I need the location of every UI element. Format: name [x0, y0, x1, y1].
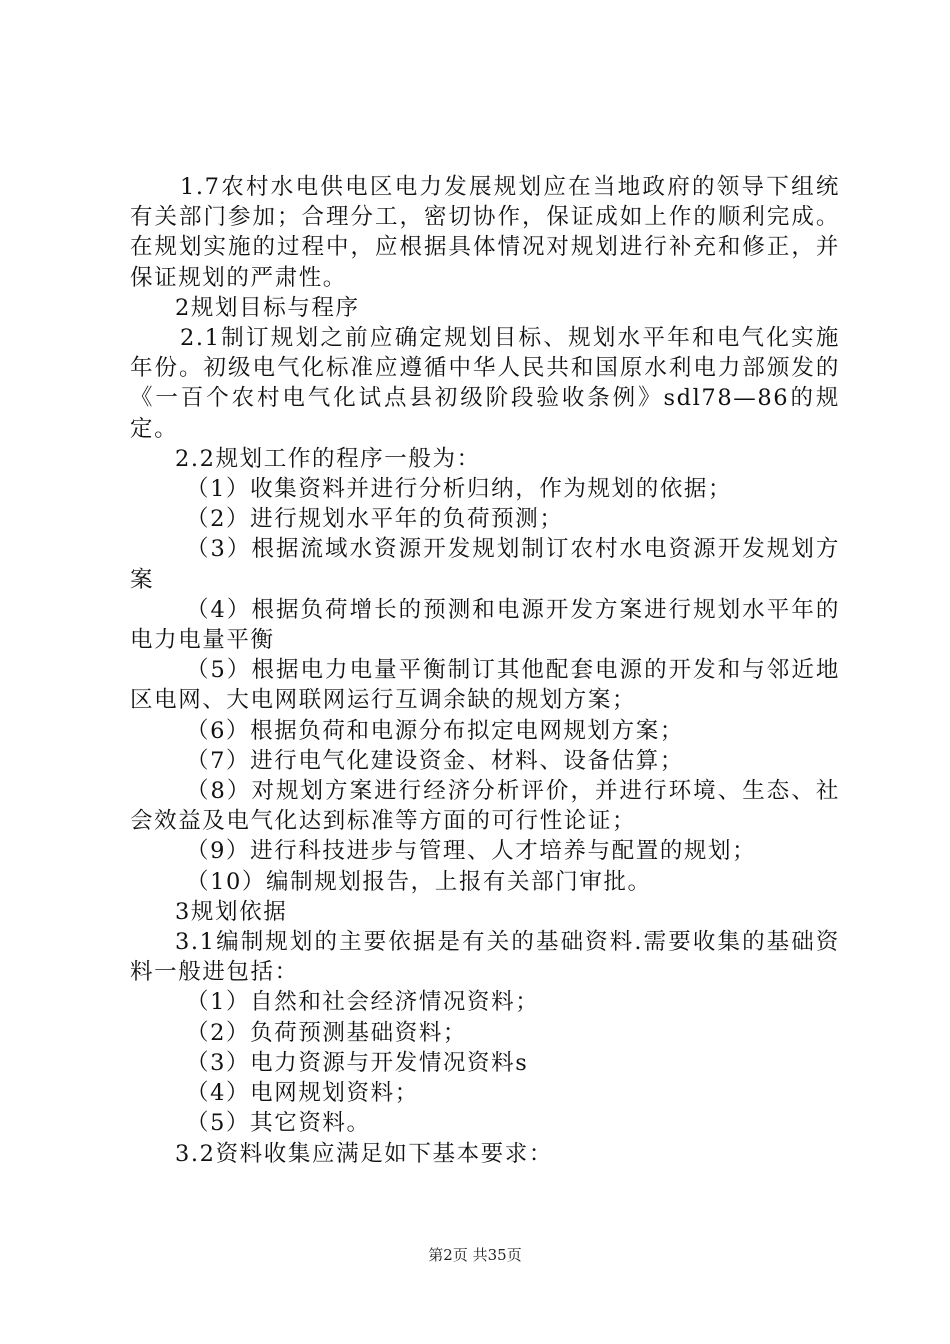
paragraph-2-1: 2.1制订规划之前应确定规划目标、规划水平年和电气化实施年份。初级电气化标准应遵循中华人民共和国原水利电力部颁发的《一百个农村电气化试点县初级阶段验收条例》sdl78—86的规定。 [130, 325, 840, 442]
list-item: （5）根据电力电量平衡制订其他配套电源的开发和与邻近地区电网、大电网联网运行互调余缺的规划方案； [130, 657, 840, 714]
list-item: （1）自然和社会经济情况资料； [186, 989, 540, 1016]
page-footer [0, 1244, 950, 1265]
list-item: （5）其它资料。 [186, 1110, 371, 1137]
page-number-label: 第2页 共35页 [428, 1246, 522, 1264]
list-item: （4）电网规划资料； [186, 1080, 419, 1107]
list-item: （2）进行规划水平年的负荷预测； [186, 506, 564, 533]
list-item: （9）进行科技进步与管理、人才培养与配置的规划； [186, 838, 757, 865]
heading-3: 3规划依据 [175, 898, 288, 925]
list-item: （1）收集资料并进行分析归纳，作为规划的依据； [186, 476, 733, 503]
paragraph-3-1: 3.1编制规划的主要依据是有关的基础资料.需要收集的基础资料一般进包括： [130, 929, 840, 986]
paragraph-3-2: 3.2资料收集应满足如下基本要求： [175, 1140, 553, 1167]
list-item: （3）根据流域水资源开发规划制订农村水电资源开发规划方案 [130, 536, 840, 593]
list-item: （8）对规划方案进行经济分析评价，并进行环境、生态、社会效益及电气化达到标准等方面的可行性论证； [130, 778, 840, 835]
paragraph-2-2: 2.2规划工作的程序一般为： [175, 445, 481, 472]
list-item: （3）电力资源与开发情况资料s [186, 1049, 529, 1076]
document-body [130, 172, 840, 1169]
paragraph-1-7: 1.7农村水电供电区电力发展规划应在当地政府的领导下组统有关部门参加；合理分工，密切协作，保证成如上作的顺利完成。在规划实施的过程中，应根据具体情况对规划进行补充和修正，并保证规划的严肃性。 [130, 174, 840, 291]
heading-2: 2规划目标与程序 [175, 294, 360, 321]
list-item: （10）编制规划报告，上报有关部门审批。 [186, 868, 652, 895]
list-item: （7）进行电气化建设资金、材料、设备估算； [186, 747, 684, 774]
list-item: （2）负荷预测基础资料； [186, 1019, 468, 1046]
list-item: （6）根据负荷和电源分布拟定电网规划方案； [186, 717, 684, 744]
list-item: （4）根据负荷增长的预测和电源开发方案进行规划水平年的电力电量平衡 [130, 596, 840, 654]
